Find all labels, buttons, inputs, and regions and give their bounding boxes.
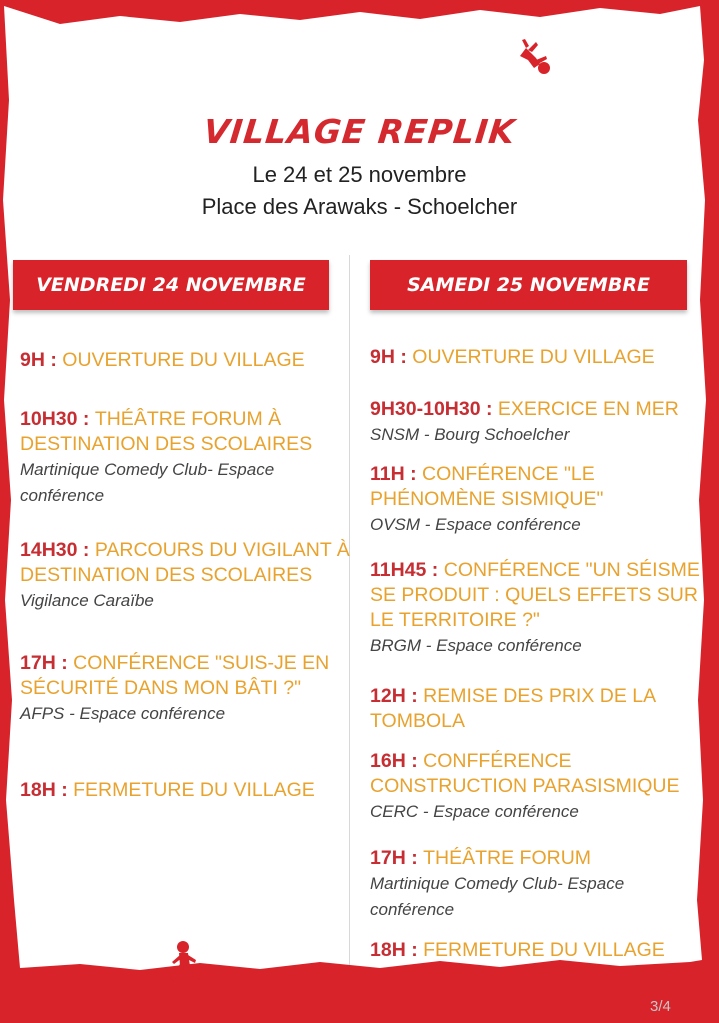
event-title: FERMETURE DU VILLAGE — [73, 779, 315, 801]
falling-person-icon — [516, 38, 556, 80]
day-header-saturday: SAMEDI 25 NOVEMBRE — [370, 260, 687, 310]
event-place: OVSM - Espace conférence — [370, 515, 581, 534]
event-place: CERC - Espace conférence — [370, 802, 579, 821]
schedule-item: 9H30-10H30 : EXERCICE EN MER SNSM - Bourg Schoelcher — [370, 397, 705, 448]
event-time: 11H45 — [370, 559, 427, 581]
event-time: 11H — [370, 463, 405, 485]
event-location: Place des Arawaks - Schoelcher — [201, 194, 518, 219]
event-title: EXERCICE EN MER — [497, 398, 679, 420]
event-place: SNSM - Bourg Schoelcher — [370, 425, 570, 444]
event-place: AFPS - Espace conférence — [20, 704, 226, 723]
event-title: THÉÂTRE FORUM À DESTINATION DES SCOLAIRES — [20, 408, 313, 455]
schedule-item: 10H30 : THÉÂTRE FORUM À DESTINATION DES SCOLAIRES Martinique Comedy Club- Espace conférence — [20, 407, 350, 509]
schedule-item: 16H : CONFFÉRENCE CONSTRUCTION PARASISMIQUE CERC - Espace conférence — [370, 749, 705, 825]
schedule-item: 9H : OUVERTURE DU VILLAGE — [20, 349, 305, 371]
page-counter: 3/4 — [650, 998, 671, 1015]
event-title: CONFÉRENCE "SUIS-JE EN SÉCURITÉ DANS MON BÂTI ?" — [20, 652, 330, 699]
event-time: 17H — [370, 847, 406, 869]
day-header-friday: VENDREDI 24 NOVEMBRE — [13, 260, 329, 310]
schedule-item: 11H45 : CONFÉRENCE "UN SÉISME SE PRODUIT : QUELS EFFETS SUR LE TERRITOIRE ?" BRGM - Espace conférence — [370, 558, 705, 659]
event-title: THÉÂTRE FORUM — [423, 847, 592, 869]
event-time: 12H — [370, 685, 406, 707]
event-time: 14H30 — [20, 539, 78, 561]
running-person-icon — [168, 940, 202, 984]
event-time: 10H30 — [20, 408, 78, 430]
event-title: OUVERTURE DU VILLAGE — [412, 346, 655, 368]
event-time: 17H — [20, 652, 56, 674]
schedule-item: 9H : OUVERTURE DU VILLAGE — [370, 346, 655, 368]
event-time: 9H — [20, 349, 45, 371]
event-time: 9H — [370, 346, 395, 368]
event-time: 18H — [20, 779, 56, 801]
event-title: CONFÉRENCE "LE PHÉNOMÈNE SISMIQUE" — [370, 463, 604, 510]
event-dates: Le 24 et 25 novembre — [252, 162, 467, 187]
event-place: BRGM - Espace conférence — [370, 636, 582, 655]
schedule-item: 18H : FERMETURE DU VILLAGE — [370, 939, 665, 961]
event-title: REMISE DES PRIX DE LA TOMBOLA — [370, 685, 656, 732]
event-time: 9H30-10H30 — [370, 398, 481, 420]
event-title: CONFFÉRENCE CONSTRUCTION PARASISMIQUE — [370, 750, 680, 797]
schedule-item: 18H : FERMETURE DU VILLAGE — [20, 779, 315, 801]
event-place: Martinique Comedy Club- Espace conférence — [20, 460, 275, 505]
event-title: OUVERTURE DU VILLAGE — [62, 349, 305, 371]
schedule-item: 17H : CONFÉRENCE "SUIS-JE EN SÉCURITÉ DANS MON BÂTI ?" AFPS - Espace conférence — [20, 651, 350, 727]
event-time: 18H — [370, 939, 406, 961]
page-title: VILLAGE REPLIK — [201, 112, 518, 151]
schedule-item: 12H : REMISE DES PRIX DE LA TOMBOLA — [370, 685, 656, 732]
event-title: CONFÉRENCE "UN SÉISME SE PRODUIT : QUELS EFFETS SUR LE TERRITOIRE ?" — [370, 559, 700, 631]
event-title: PARCOURS DU VIGILANT À DESTINATION DES SCOLAIRES — [20, 539, 350, 586]
schedule-item: 11H : CONFÉRENCE "LE PHÉNOMÈNE SISMIQUE" OVSM - Espace conférence — [370, 462, 705, 538]
schedule-item: 14H30 : PARCOURS DU VIGILANT À DESTINATION DES SCOLAIRES Vigilance Caraïbe — [20, 538, 350, 614]
event-place: Martinique Comedy Club- Espace conférence — [370, 874, 625, 919]
event-title: FERMETURE DU VILLAGE — [423, 939, 665, 961]
schedule-item: 17H : THÉÂTRE FORUM Martinique Comedy Club- Espace conférence — [370, 846, 705, 923]
event-time: 16H — [370, 750, 406, 772]
event-place: Vigilance Caraïbe — [20, 591, 154, 610]
